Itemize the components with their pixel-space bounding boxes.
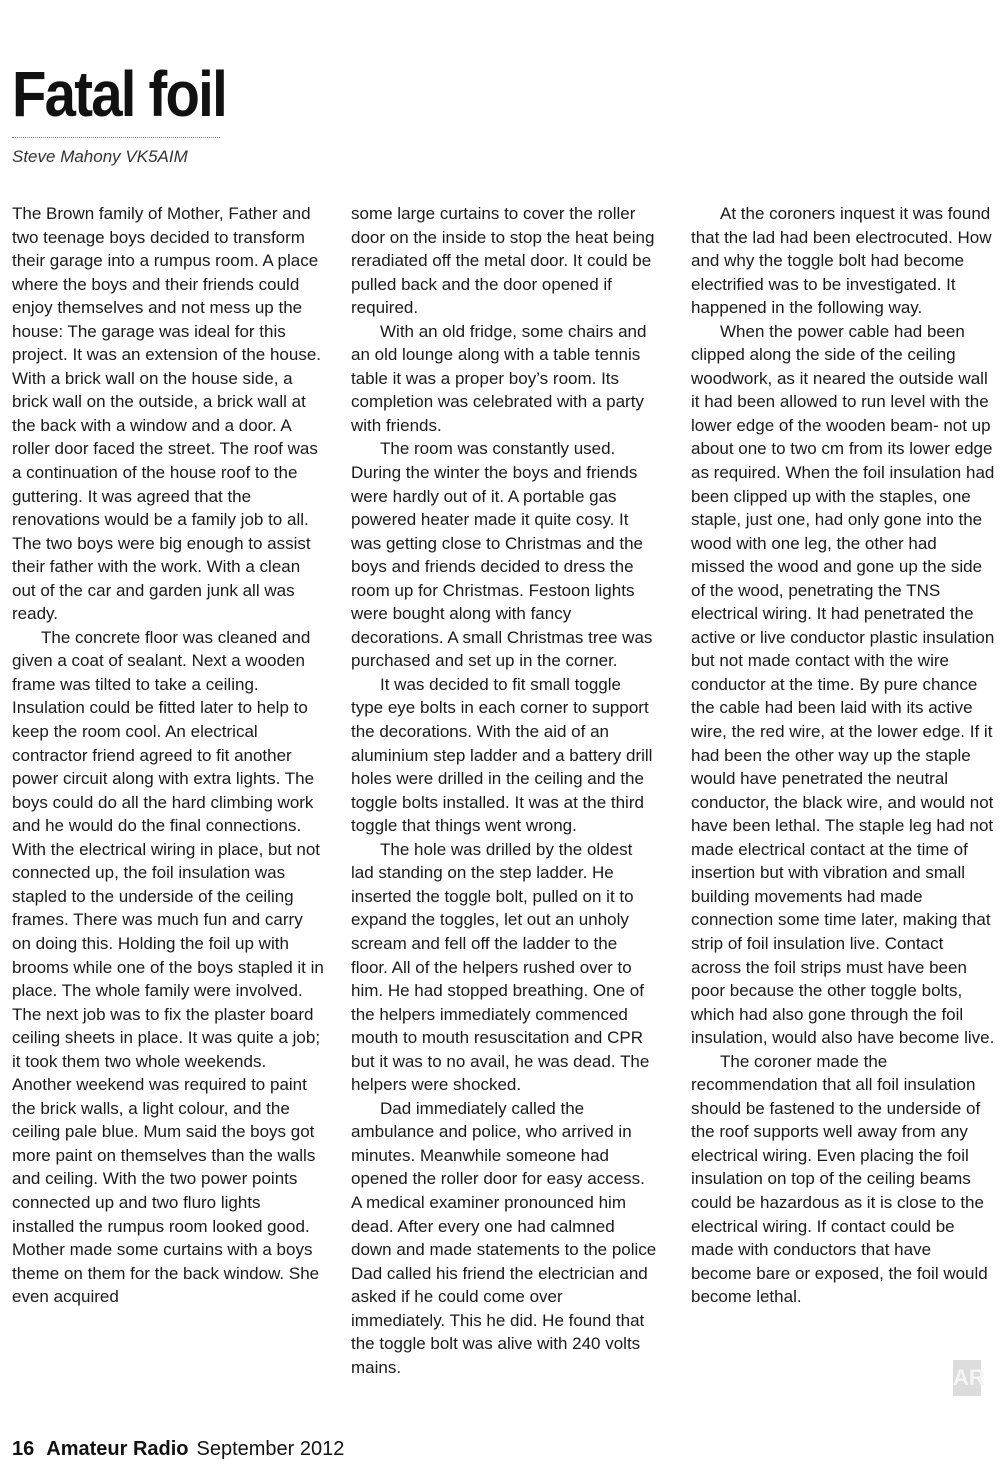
page-footer bbox=[12, 1438, 344, 1461]
article-column-3 bbox=[691, 202, 995, 1309]
paragraph: With an old fridge, some chairs and an old lounge along with a table tennis table it was a proper boy’s room. Its completion was celebrated with a party with friends. bbox=[351, 321, 647, 435]
page-number: 16 bbox=[12, 1438, 35, 1460]
issue-date: September 2012 bbox=[196, 1438, 345, 1460]
article-column-1 bbox=[12, 202, 324, 1309]
author-byline: Steve Mahony VK5AIM bbox=[12, 147, 188, 166]
end-of-article-mark: AR bbox=[953, 1360, 981, 1396]
paragraph: some large curtains to cover the roller door on the inside to stop the heat being reradiated off the metal door. It could be pulled back and the door opened if required. bbox=[351, 204, 655, 318]
title-divider bbox=[12, 137, 220, 138]
paragraph: When the power cable had been clipped along the side of the ceiling woodwork, as it neared the outside wall it had been allowed to run level with the lower edge of the wooden beam- not up about one to two cm from its lower edge as required. When the foil insulation had been clipped up with the staples, one staple, just one, had only gone into the wood with one leg, the other had missed the wood and gone up the side of the wood, penetrating the TNS electrical wiring. It had penetrated the active or live conductor plastic insulation but not made contact with the wire conductor at the time. By pure chance the cable had been laid with its active wire, the red wire, at the lower edge. If it had been the other way up the staple would have penetrated the neutral conductor, the black wire, and would not have been lethal. The staple leg had not made electrical contact at the time of insertion but with vibration and small building movements had made connection some time later, making that strip of foil insulation live. Contact across the foil strips must have been poor because the other toggle bolts, which had also gone through the foil insulation, would also have become live. bbox=[691, 321, 995, 1048]
paragraph: The room was constantly used. During the winter the boys and friends were hardly out of it. A portable gas powered heater made it quite cosy. It was getting close to Christmas and the boys and friends decided to dress the room up for Christmas. Festoon lights were bought along with fancy decorations. A small Christmas tree was purchased and set up in the corner. bbox=[351, 439, 653, 671]
article-column-2 bbox=[351, 202, 657, 1379]
paragraph: The hole was drilled by the oldest lad standing on the step ladder. He inserted the toggle bolt, pulled on it to expand the toggles, let out an unholy scream and fell off the ladder to the floor. All of the helpers rushed over to him. He had stopped breathing. One of the helpers immediately commenced mouth to mouth resuscitation and CPR but it was to no avail, he was dead. The helpers were shocked. bbox=[351, 839, 650, 1095]
paragraph: The Brown family of Mother, Father and two teenage boys decided to transform their garage into a rumpus room. A place where the boys and their friends could enjoy themselves and not mess up the house: The garage was ideal for this project. It was an extension of the house. With a brick wall on the house side, a brick wall on the outside, a brick wall at the back with a window and a door. A roller door faced the street. The roof was a continuation of the house roof to the guttering. It was agreed that the renovations would be a family job to all. The two boys were big enough to assist their father with the work. With a clean out of the car and garden junk all was ready. bbox=[12, 204, 322, 624]
article-title: Fatal foil bbox=[12, 58, 226, 130]
paragraph: It was decided to fit small toggle type eye bolts in each corner to support the decorations. With the aid of an aluminium step ladder and a battery drill holes were drilled in the ceiling and the toggle bolts installed. It was at the third toggle that things went wrong. bbox=[351, 674, 653, 836]
paragraph: Dad immediately called the ambulance and police, who arrived in minutes. Meanwhile someone had opened the roller door for easy access. A medical examiner pronounced him dead. After every one had calmned down and made statements to the police Dad called his friend the electrician and asked if he could come over immediately. This he did. He found that the toggle bolt was alive with 240 volts mains. bbox=[351, 1098, 657, 1377]
paragraph: At the coroners inquest it was found that the lad had been electrocuted. How and why the toggle bolt had become electrified was to be investigated. It happened in the following way. bbox=[691, 204, 992, 318]
paragraph: The coroner made the recommendation that all foil insulation should be fastened to the underside of the roof supports well away from any electrical wiring. Even placing the foil insulation on top of the ceiling beams could be hazardous as it is close to the electrical wiring. If contact could be made with conductors that have become bare or exposed, the foil would become lethal. bbox=[691, 1051, 988, 1307]
magazine-name: Amateur Radio bbox=[46, 1438, 189, 1460]
paragraph: The concrete floor was cleaned and given a coat of sealant. Next a wooden frame was tilted to take a ceiling. Insulation could be fitted later to help to keep the room cool. An electrical contractor friend agreed to fit another power circuit along with extra lights. The boys could do all the hard climbing work and he would do the final connections. With the electrical wiring in place, but not connected up, the foil insulation was stapled to the underside of the ceiling frames. There was much fun and carry on doing this. Holding the foil up with brooms while one of the boys stapled it in place. The whole family were involved. The next job was to fix the plaster board ceiling sheets in place. It was quite a job; it took them two whole weekends. Another weekend was required to paint the brick walls, a light colour, and the ceiling pale blue. Mum said the boys got more paint on themselves than the walls and ceiling. With the two power points connected up and two fluro lights installed the rumpus room looked good. Mother made some curtains with a boys theme on them for the back window. She even acquired bbox=[12, 627, 324, 1307]
